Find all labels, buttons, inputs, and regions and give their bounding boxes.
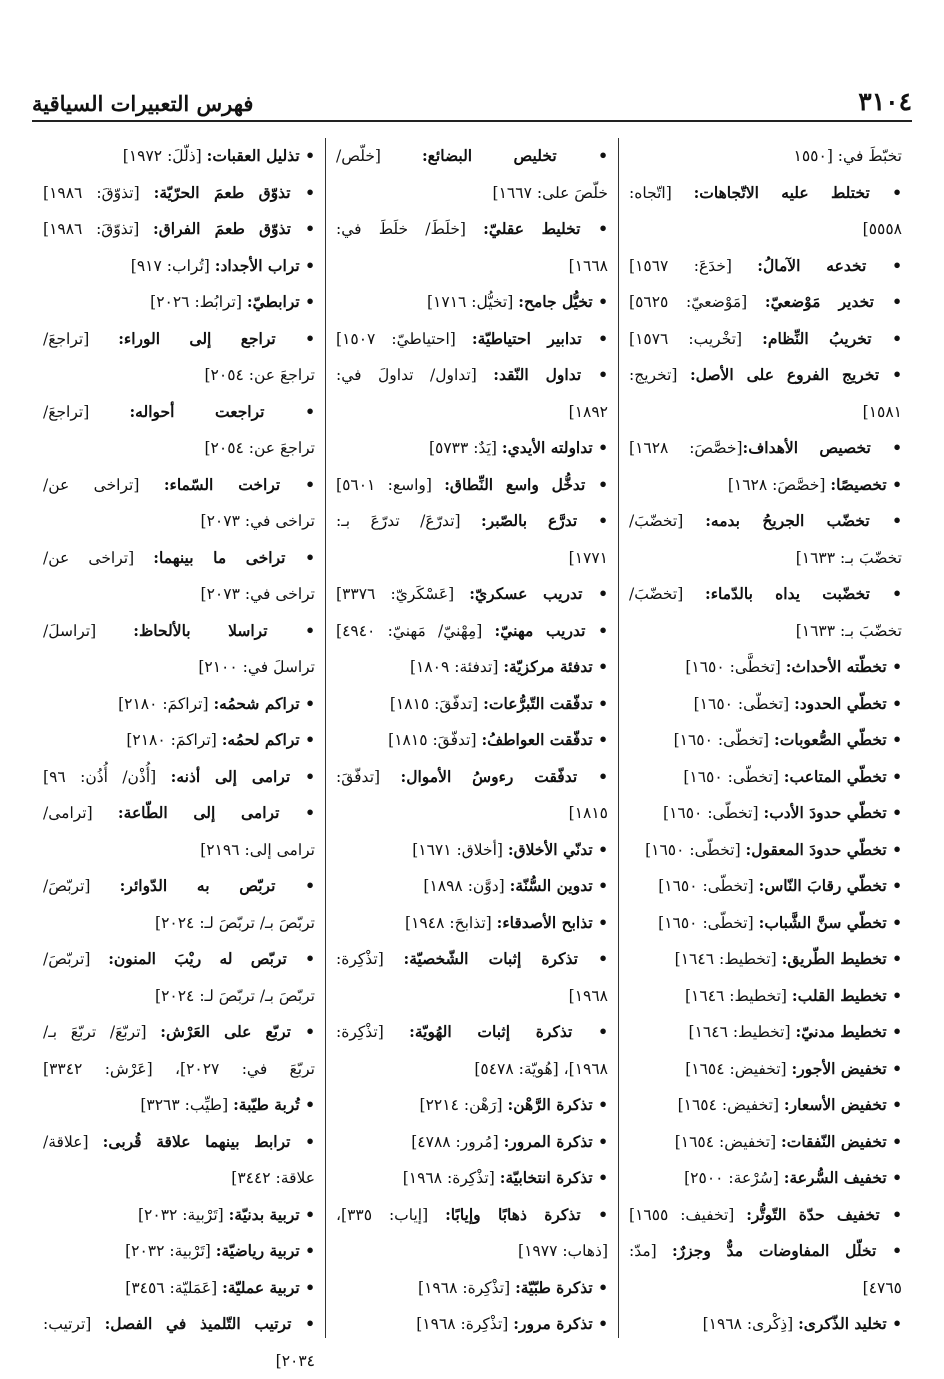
index-entry-line: تخضّبَ بـ: ١٦٣٣] [629, 540, 902, 577]
index-entry-line: • تخفيض الأجور: [تخفيض: ١٦٥٤] [629, 1051, 902, 1088]
index-entry-line: خلّصَ على: ١٦٦٧] [336, 175, 608, 212]
index-entry-line: • تخضّب الجريحُ بدمه: [تخضّبَ/ [629, 503, 902, 540]
index-entry-line: تراسلَ في: ٢١٠٠] [43, 649, 315, 686]
index-entry-line: • تراسلا بالألحاظ: [تراسلَ/ [43, 613, 315, 650]
index-entry-line: • تخريبُ النِّظام: [تخْريب: ١٥٧٦] [629, 321, 902, 358]
index-entry-line: • ترامى إلى الطّاعة: [ترامى/ [43, 795, 315, 832]
index-entry-line: • تخطّي الحدود: [تخطّى: ١٦٥٠] [629, 686, 902, 723]
index-entry-line: • تخضّبت يداه بالدّماء: [تخضّبَ/ [629, 576, 902, 613]
index-entry-line: • تدخُّل واسع النِّطاق: [واسع: ٥٦٠١] [336, 467, 608, 504]
index-entry-line: • تراكم شحمُه: [تراكمَ: ٢١٨٠] [43, 686, 315, 723]
index-entry-line: • تخصيص الأهداف:[خصَّصَ: ١٦٢٨] [629, 430, 902, 467]
index-entry-line: • ترابطيّ: [ترابُط: ٢٠٢٦] [43, 284, 315, 321]
index-entry-line: • تخدير مَوْضعيّ: [مَوْضعيّ: ٥٦٢٥] [629, 284, 902, 321]
index-entry-line: • تخفيف السُّرعة: [سُرْعة: ٢٥٠٠] [629, 1160, 902, 1197]
index-entry-line: تراخى في: ٢٠٧٣] [43, 576, 315, 613]
index-entry-line: • تربية رياضيّة: [تَرْبية: ٢٠٣٢] [43, 1233, 315, 1270]
index-entry-line: • تخطّته الأحداث: [تخطَّى: ١٦٥٠] [629, 649, 902, 686]
index-entry-line: ١٨١٥] [336, 795, 608, 832]
index-entry-line: • تخطيط مدنيّ: [تخطيط: ١٦٤٦] [629, 1014, 902, 1051]
index-entry-line: • تذكرة طبّيّة: [تذْكِرة: ١٩٦٨] [336, 1270, 608, 1307]
index-entry-line: • تدابير احتياطيّة: [احتياطيّ: ١٥٠٧] [336, 321, 608, 358]
index-columns [32, 138, 912, 1338]
index-entry-line: • تذكرة مرور: [تذْكِرة: ١٩٦٨] [336, 1306, 608, 1343]
index-entry-line: • تذكرة إثبات الشّخصيّة: [تذْكِرة: [336, 941, 608, 978]
index-entry-line: • تراخى ما بينهما: [تراخى عن/ [43, 540, 315, 577]
page-header [32, 80, 912, 116]
index-entry-line: • تخلّل المفاوضات مدٌّ وجزرٌ: [مدّ: [629, 1233, 902, 1270]
index-entry-line: ١٩٦٨]، [هُويّة: ٥٤٧٨] [336, 1051, 608, 1088]
index-entry-line: تراخى في: ٢٠٧٣] [43, 503, 315, 540]
index-entry-line: • تراجع إلى الوراء: [تراجعَ/ [43, 321, 315, 358]
index-entry-line: • تذكرة إثبات الهُويّة: [تذْكِرة: [336, 1014, 608, 1051]
index-entry-line: ٢٠٣٤] [43, 1343, 315, 1379]
index-entry-line: • تدفّقت العواطفُ: [تدفّقَ: ١٨١٥] [336, 722, 608, 759]
index-entry-line: • تدريب عسكريّ: [عَسْكَريّ: ٣٣٧٦] [336, 576, 608, 613]
index-entry-line: • تذكرة ذهابًا وإيابًا: [إياب: ٣٣٥]، [336, 1197, 608, 1234]
index-entry-line: تربّصَ بـ/ تربّصَ لـ: ٢٠٢٤] [43, 978, 315, 1015]
index-entry-line: • تخطّي رقابَ النّاس: [تخطّى: ١٦٥٠] [629, 868, 902, 905]
index-entry-line: • تخفيض النّفقات: [تخفيض: ١٦٥٤] [629, 1124, 902, 1161]
index-entry-line: • تذكرة انتخابيّة: [تذْكِرة: ١٩٦٨] [336, 1160, 608, 1197]
index-entry-line: • تربية بدنيّة: [تَرْبية: ٢٠٣٢] [43, 1197, 315, 1234]
index-entry-line: • تراب الأجداد: [تُراب: ٩١٧] [43, 248, 315, 285]
index-entry-line: • تراكم لحمُه: [تراكمَ: ٢١٨٠] [43, 722, 315, 759]
index-entry-line: • تدفئة مركزيّة: [تدفئة: ١٨٠٩] [336, 649, 608, 686]
index-entry-line: • ترتيب التّلميذ في الفصل: [ترتيب: [43, 1306, 315, 1343]
index-entry-line: تراجعَ عن: ٢٠٥٤] [43, 430, 315, 467]
index-entry-line: • تخليط عقليّ: [خلَطَ/ خلَطَ في: [336, 211, 608, 248]
index-entry-line: • تدفّقت التّبرُّعات: [تدفّقَ: ١٨١٥] [336, 686, 608, 723]
page-number: ٣١٠٤ [858, 87, 912, 116]
column-right [619, 138, 912, 1338]
index-entry-line: ترامى إلى: ٢١٩٦] [43, 832, 315, 869]
index-entry-line: • تخليد الذّكرى: [ذِكْرى: ١٩٦٨] [629, 1306, 902, 1343]
index-entry-line: ١٦٦٨] [336, 248, 608, 285]
index-entry-line: • تربية عمليّة: [عَمَليّة: ٣٤٥٦] [43, 1270, 315, 1307]
index-entry-line: • تداول النّقد: [تداول/ تداولَ في: [336, 357, 608, 394]
index-entry-line: • تذليل العقبات: [ذلّلَ: ١٩٧٢] [43, 138, 315, 175]
index-entry-line: • تخليص البضائع: [خلّص/ [336, 138, 608, 175]
index-entry-line: • تختلط عليه الاتّجاهات: [اتّجاه: [629, 175, 902, 212]
index-entry-line: [ذهاب: ١٩٧٧] [336, 1233, 608, 1270]
index-entry-line: • تخطيط القلب: [تخطيط: ١٦٤٦] [629, 978, 902, 1015]
index-entry-line: • تذوّق طعمَ الفراق: [تذوّقَ: ١٩٨٦] [43, 211, 315, 248]
index-entry-line: • تخطيط الطّريق: [تخطيط: ١٦٤٦] [629, 941, 902, 978]
index-entry-line: • تخطّي حدودَ المعقول: [تخطّى: ١٦٥٠] [629, 832, 902, 869]
index-entry-line: • تخريج الفروع على الأصل: [تخريج: [629, 357, 902, 394]
index-entry-line: • تدرَّع بالصّبر: [تدرّعَ/ تدرّعَ بـ: [336, 503, 608, 540]
index-entry-line: • تدوين السُّنّة: [دوَّن: ١٨٩٨] [336, 868, 608, 905]
index-entry-line: تخضّبَ بـ: ١٦٣٣] [629, 613, 902, 650]
index-entry-line: ١٨٩٢] [336, 394, 608, 431]
index-entry-line: • تدنّي الأخلاق: [أخلاق: ١٦٧١] [336, 832, 608, 869]
index-entry-line: • تربّص له ريْبَ المنون: [تربّصَ/ [43, 941, 315, 978]
index-entry-line: • تراخت السّماء: [تراخى عن/ [43, 467, 315, 504]
index-entry-line: ١٩٦٨] [336, 978, 608, 1015]
index-entry-line: • تدريب مهنيّ: [مِهْنيّ/ مَهنيّ: ٤٩٤٠] [336, 613, 608, 650]
index-entry-line: • تُربة طيّبة: [طيِّب: ٣٢٦٣] [43, 1087, 315, 1124]
index-entry-line: • ترابط بينهما علاقة قُربى: [علاقة/ [43, 1124, 315, 1161]
index-entry-line: • تخفيف حدّة التّوتُّر: [تخفيف: ١٦٥٥] [629, 1197, 902, 1234]
index-entry-line: علاقة: ٣٤٤٢] [43, 1160, 315, 1197]
index-entry-line: • تخطّي الصُّعوبات: [تخطّى: ١٦٥٠] [629, 722, 902, 759]
index-entry-line: ٤٧٦٥] [629, 1270, 902, 1307]
index-entry-line: تربّصَ بـ/ تربّصَ لـ: ٢٠٢٤] [43, 905, 315, 942]
index-entry-line: تخبّطَ في: [١٥٥٠ [629, 138, 902, 175]
index-entry-line: • تخيُّل جامح: [تخيُّل: ١٧١٦] [336, 284, 608, 321]
index-entry-line: • تذكرة الرَّهْن: [رَهْن: ٢٢١٤] [336, 1087, 608, 1124]
index-entry-line: • تذكرة المرور: [مُرور: ٤٧٨٨] [336, 1124, 608, 1161]
index-title: فهرس التعبيرات السياقية [32, 91, 253, 116]
index-entry-line: ١٧٧١] [336, 540, 608, 577]
index-entry-line: • ترامى إلى أذنه: [أُذْن/ أُذُن: ٩٦] [43, 759, 315, 796]
index-entry-line: تراجعَ عن: ٢٠٥٤] [43, 357, 315, 394]
index-entry-line: ١٥٨١] [629, 394, 902, 431]
index-entry-line: • تراجعت أحواله: [تراجعَ/ [43, 394, 315, 431]
index-entry-line: • تخطّي حدودَ الأدب: [تخطّى: ١٦٥٠] [629, 795, 902, 832]
index-entry-line: تربّعَ في: ٢٠٢٧]، [عَرْش: ٣٣٤٢] [43, 1051, 315, 1088]
index-entry-line: ٥٥٥٨] [629, 211, 902, 248]
header-rule [32, 120, 912, 122]
index-entry-line: • تذوّق طعمَ الحرّيّة: [تذوّقَ: ١٩٨٦] [43, 175, 315, 212]
index-entry-line: • تخطّي المتاعب: [تخطّى: ١٦٥٠] [629, 759, 902, 796]
index-entry-line: • تذابح الأصدقاء: [تذابحَ: ١٩٤٨] [336, 905, 608, 942]
column-middle [326, 138, 619, 1338]
index-entry-line: • تخصيصًا: [خصَّصَ: ١٦٢٨] [629, 467, 902, 504]
column-left [33, 138, 326, 1338]
index-entry-line: • تخطّي سنَّ الشَّباب: [تخطّى: ١٦٥٠] [629, 905, 902, 942]
index-entry-line: • تربّع على العَرْش: [تربّعَ/ تربّعَ بـ/ [43, 1014, 315, 1051]
index-entry-line: • تداولته الأيدي: [يَدٌ: ٥٧٣٣] [336, 430, 608, 467]
index-entry-line: • تربّص به الدّوائر: [تربّصَ/ [43, 868, 315, 905]
index-entry-line: • تخدعه الآمالُ: [خدَعَ: ١٥٦٧] [629, 248, 902, 285]
index-entry-line: • تدفّقت رءوسُ الأموال: [تدفّقَ: [336, 759, 608, 796]
index-entry-line: • تخفيض الأسعار: [تخفيض: ١٦٥٤] [629, 1087, 902, 1124]
